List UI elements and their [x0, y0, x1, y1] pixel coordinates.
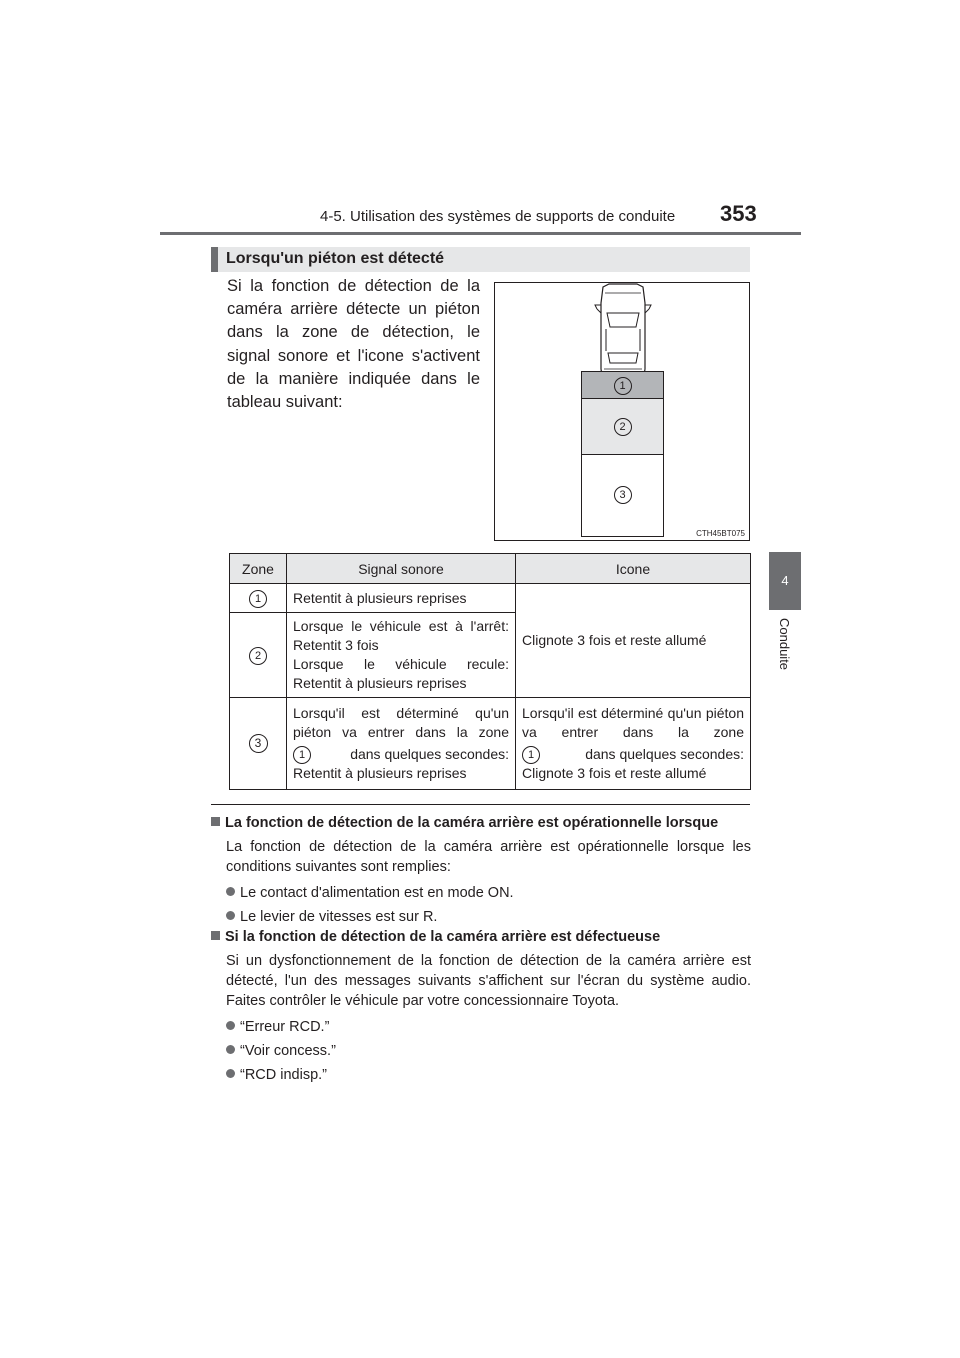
page-number: 353 [720, 201, 757, 226]
signal-line: Retentit 3 fois [293, 637, 379, 653]
bullet-icon [226, 911, 235, 920]
signal-cell [287, 613, 516, 698]
note-2-bullet: “RCD indisp.” [240, 1067, 328, 1083]
note-2-title: Si la fonction de détection de la caméra arrière est défectueuse [225, 929, 661, 945]
figure-code: CTH45BT075 [696, 529, 745, 538]
bullet-icon [226, 1069, 235, 1078]
bullet-icon [226, 887, 235, 896]
section-heading-text: Lorsqu'un piéton est détecté [226, 250, 445, 267]
zone-ref-1: 1 [522, 746, 540, 764]
icon-text: dans quelques secondes: [585, 746, 744, 762]
signal-cell [287, 698, 516, 790]
chapter-tab: 4 [769, 552, 801, 610]
note-1-bullet: Le levier de vitesses est sur R. [240, 909, 438, 925]
header-zone: Zone [230, 554, 287, 584]
signal-cell: Retentit à plusieurs reprises [287, 584, 516, 613]
header-rule [160, 232, 801, 235]
note-2-body: Si un dysfonctionnement de la fonction de détection de la caméra arrière est détecté, l'un des messages suivants s'affichent sur l'écran du système audio. Faites contrôler le véhicule par votre concessionnaire Toyota. [226, 953, 751, 1009]
icon-text: Clignote 3 fois et reste allumé [522, 765, 707, 781]
note-2 [211, 927, 751, 1085]
zone-2 [581, 399, 664, 455]
header-icon: Icone [516, 554, 751, 584]
car-top-view-icon [593, 283, 653, 375]
square-bullet-icon [211, 931, 220, 940]
zone-1 [581, 371, 664, 399]
table-row [230, 698, 751, 790]
square-bullet-icon [211, 817, 220, 826]
section-heading-bar [211, 247, 218, 272]
icon-cell [516, 698, 751, 790]
note-1-title: La fonction de détection de la caméra arrière est opérationnelle lorsque [225, 815, 719, 831]
table-row [230, 584, 751, 613]
bullet-icon [226, 1021, 235, 1030]
note-2-bullet: “Voir concess.” [240, 1043, 336, 1059]
intro-paragraph: Si la fonction de détection de la caméra arrière détecte un piéton dans la zone de détection, le signal sonore et l'icone s'activent de la manière indiquée dans le tableau suivant: [227, 277, 480, 412]
zone-number-3: 3 [249, 734, 268, 753]
signal-text: Lorsqu'il est déterminé qu'un piéton va entrer dans la zone [293, 705, 509, 740]
running-header-title: 4-5. Utilisation des systèmes de supports de conduite [320, 208, 676, 225]
zone-3 [581, 455, 664, 537]
table-header-row [230, 554, 751, 584]
signal-text: Retentit à plusieurs reprises [293, 765, 467, 781]
section-rule [211, 804, 750, 805]
detection-zone-figure [494, 282, 750, 541]
note-1-body: La fonction de détection de la caméra arrière est opérationnelle lorsque les conditions suivantes sont remplies: [226, 839, 751, 875]
signal-line: Lorsque le véhicule est à l'arrêt: [293, 618, 509, 634]
signal-text: dans quelques secondes: [350, 746, 509, 762]
zone-3-label: 3 [614, 486, 632, 504]
bullet-icon [226, 1045, 235, 1054]
signal-line: Lorsque le véhicule recule: [293, 656, 509, 672]
icon-text: Lorsqu'il est déterminé qu'un piéton va entrer dans la zone [522, 705, 744, 740]
header-signal: Signal sonore [287, 554, 516, 584]
icon-cell-merged: Clignote 3 fois et reste allumé [516, 584, 751, 698]
zone-table [229, 553, 751, 790]
zone-2-label: 2 [614, 418, 632, 436]
zone-number-1: 1 [249, 590, 267, 608]
zone-1-label: 1 [614, 377, 632, 395]
zone-ref-1: 1 [293, 746, 311, 764]
zone-number-2: 2 [249, 647, 267, 665]
signal-line: Retentit à plusieurs reprises [293, 675, 467, 691]
note-1 [211, 813, 751, 927]
section-heading [211, 247, 750, 272]
note-2-bullet: “Erreur RCD.” [240, 1019, 330, 1035]
note-1-bullet: Le contact d'alimentation est en mode ON. [240, 885, 514, 901]
chapter-label: Conduite [777, 618, 792, 671]
